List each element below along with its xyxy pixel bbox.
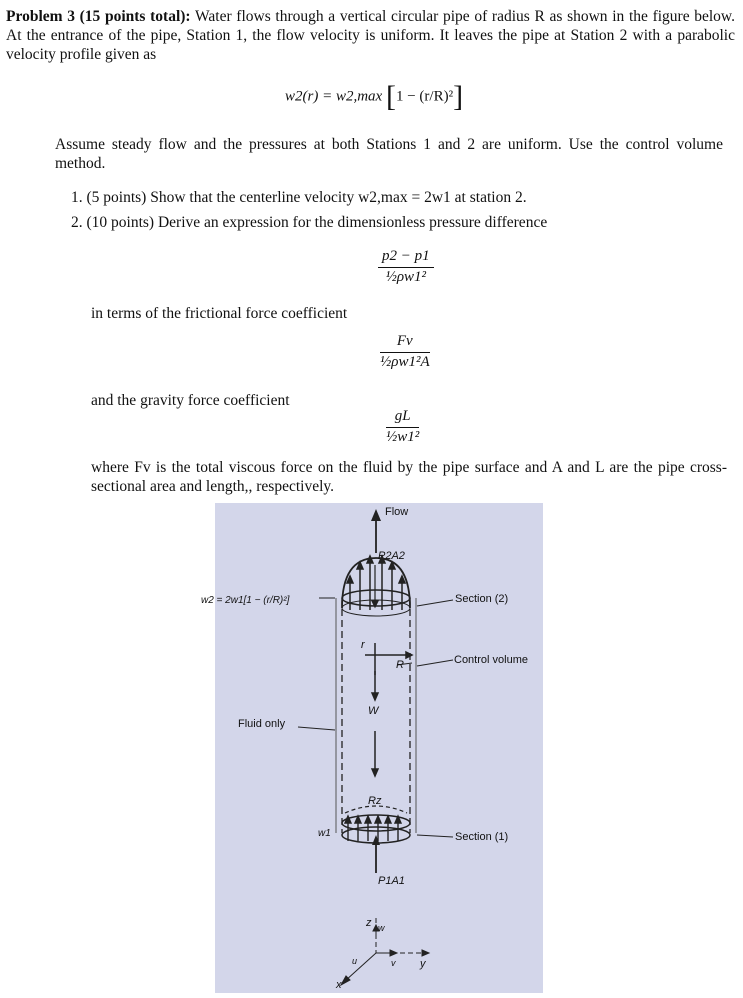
gravity-text: and the gravity force coefficient [91, 392, 290, 409]
fluid-only-label: Fluid only [238, 718, 286, 730]
item-1-text: (5 points) Show that the centerline velocity w2,max = 2w1 at station 2. [86, 189, 527, 206]
u-label: u [352, 956, 358, 966]
friction-text: in terms of the frictional force coefficient [91, 305, 348, 322]
intro-text: Water flows through a vertical circular pipe of radius R as shown in the figure below. At the entrance of the pipe, Station 1, the flow velocity is uniform. It leaves the pipe at Station 2 with a parabolic velocity profile given as [6, 8, 735, 63]
friction-numerator: Fv [380, 333, 430, 353]
flow-label: Flow [385, 506, 409, 518]
p2a2-label: P2A2 [378, 550, 405, 562]
y-label: y [420, 958, 426, 970]
gravity-numerator: gL [386, 408, 419, 428]
r-label: r [361, 639, 365, 651]
pressure-denominator: ½ρw1² [385, 269, 427, 285]
W-label: W [368, 705, 379, 717]
equation-lhs: w2(r) = w2,max [285, 88, 383, 105]
section1-label: Section (1) [455, 831, 509, 843]
problem-heading: Problem 3 (15 points total): [6, 8, 191, 25]
pressure-fraction [378, 248, 434, 286]
problem-intro [6, 7, 735, 64]
Rz-label: Rz [368, 795, 382, 807]
gravity-denominator: ½w1² [386, 429, 420, 445]
v-label: v [391, 958, 396, 968]
item-2-text: (10 points) Derive an expression for the dimensionless pressure difference [86, 214, 548, 231]
x-label: x [336, 979, 342, 991]
R-label: R [396, 659, 404, 671]
control-volume-label: Control volume [454, 654, 528, 666]
w2-profile-label: w2 = 2w1[1 − (r/R)²] [201, 595, 290, 606]
item-1-num: 1. [71, 189, 83, 206]
p1a1-label: P1A1 [378, 875, 405, 887]
item-2-num: 2. [71, 214, 83, 231]
pressure-numerator: p2 − p1 [378, 248, 434, 268]
w-label: w [378, 923, 385, 933]
z-label: z [366, 917, 372, 929]
pipe-figure [201, 503, 543, 993]
gravity-fraction [386, 408, 419, 446]
w1-label: w1 [318, 828, 331, 839]
where-paragraph: where Fv is the total viscous force on the fluid by the pipe surface and A and L are the pipe cross-sectional area and length,, respectively. [91, 459, 727, 495]
friction-denominator: ½ρw1²A [380, 354, 430, 370]
velocity-equation: w2(r) = w2,max [1 − (r/R)²] [285, 80, 464, 113]
equation-bracket: 1 − (r/R)² [395, 88, 454, 105]
pipe-diagram [215, 503, 543, 993]
assume-paragraph: Assume steady flow and the pressures at both Stations 1 and 2 are uniform. Use the control volume method. [55, 136, 723, 172]
friction-fraction [380, 333, 430, 371]
item-2 [71, 213, 731, 232]
section2-label: Section (2) [455, 593, 509, 605]
item-1 [71, 188, 731, 207]
